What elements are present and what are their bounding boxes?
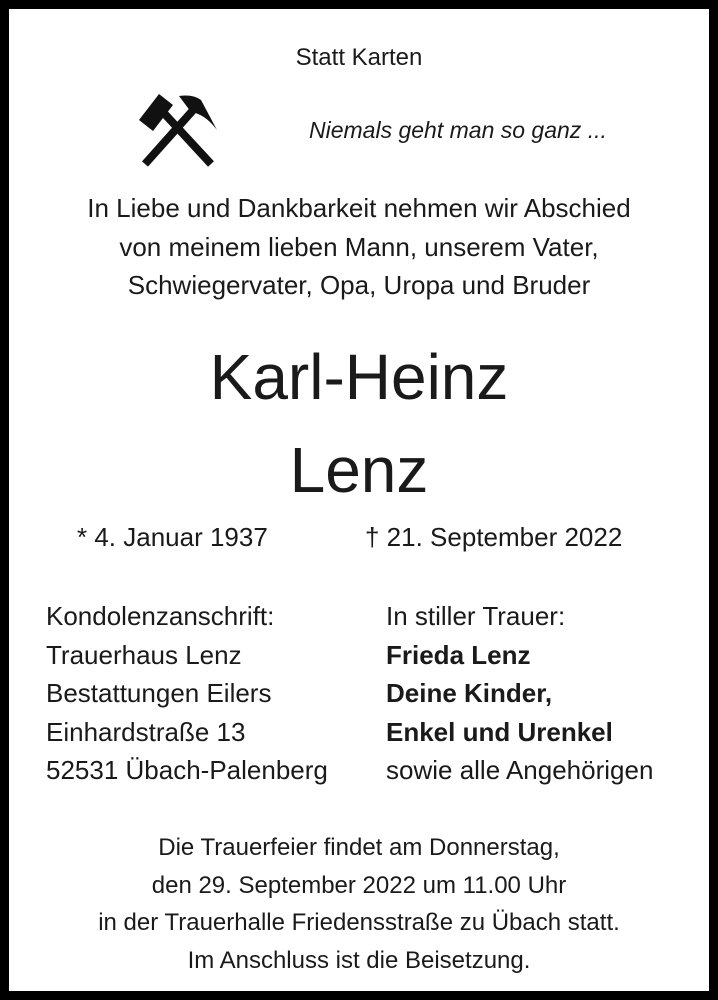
deceased-last-name: Lenz — [289, 434, 429, 506]
mourners-block — [386, 597, 653, 790]
mourner-name: Enkel und Urenkel — [386, 716, 613, 747]
intro-line: von meinem lieben Mann, unserem Vater, — [119, 231, 599, 262]
service-info — [9, 829, 709, 979]
mourner-name: Deine Kinder, — [386, 678, 553, 708]
address-line: Einhardstraße 13 — [46, 716, 246, 747]
service-line: Im Anschluss ist die Beisetzung. — [187, 946, 531, 974]
mourners-closing: sowie alle Angehörigen — [386, 755, 654, 785]
intro-line: In Liebe und Dankbarkeit nehmen wir Abschied — [87, 193, 631, 223]
address-line: Trauerhaus Lenz — [46, 639, 242, 670]
hammer-and-pick-icon — [135, 84, 221, 170]
deceased-first-name: Karl-Heinz — [209, 341, 509, 413]
intro-line: Schwiegervater, Opa, Uropa und Bruder — [127, 270, 591, 300]
death-date: † 21. September 2022 — [365, 522, 623, 552]
obituary-card — [9, 9, 709, 991]
condolence-address — [46, 597, 328, 790]
motto: Niemals geht man so ganz ... — [309, 117, 607, 143]
service-line: in der Trauerhalle Friedensstraße zu Übach statt. — [98, 909, 620, 936]
address-line: Bestattungen Eilers — [46, 678, 272, 708]
top-line: Statt Karten — [295, 44, 423, 71]
intro-text — [9, 189, 709, 305]
service-line: Die Trauerfeier findet am Donnerstag, — [158, 834, 560, 861]
condolence-heading: Kondolenzanschrift: — [46, 601, 275, 631]
mourners-heading: In stiller Trauer: — [386, 601, 566, 631]
mourner-name: Frieda Lenz — [386, 639, 531, 670]
birth-date: * 4. Januar 1937 — [77, 522, 268, 552]
address-line: 52531 Übach-Palenberg — [46, 755, 328, 785]
service-line: den 29. September 2022 um 11.00 Uhr — [151, 871, 567, 899]
